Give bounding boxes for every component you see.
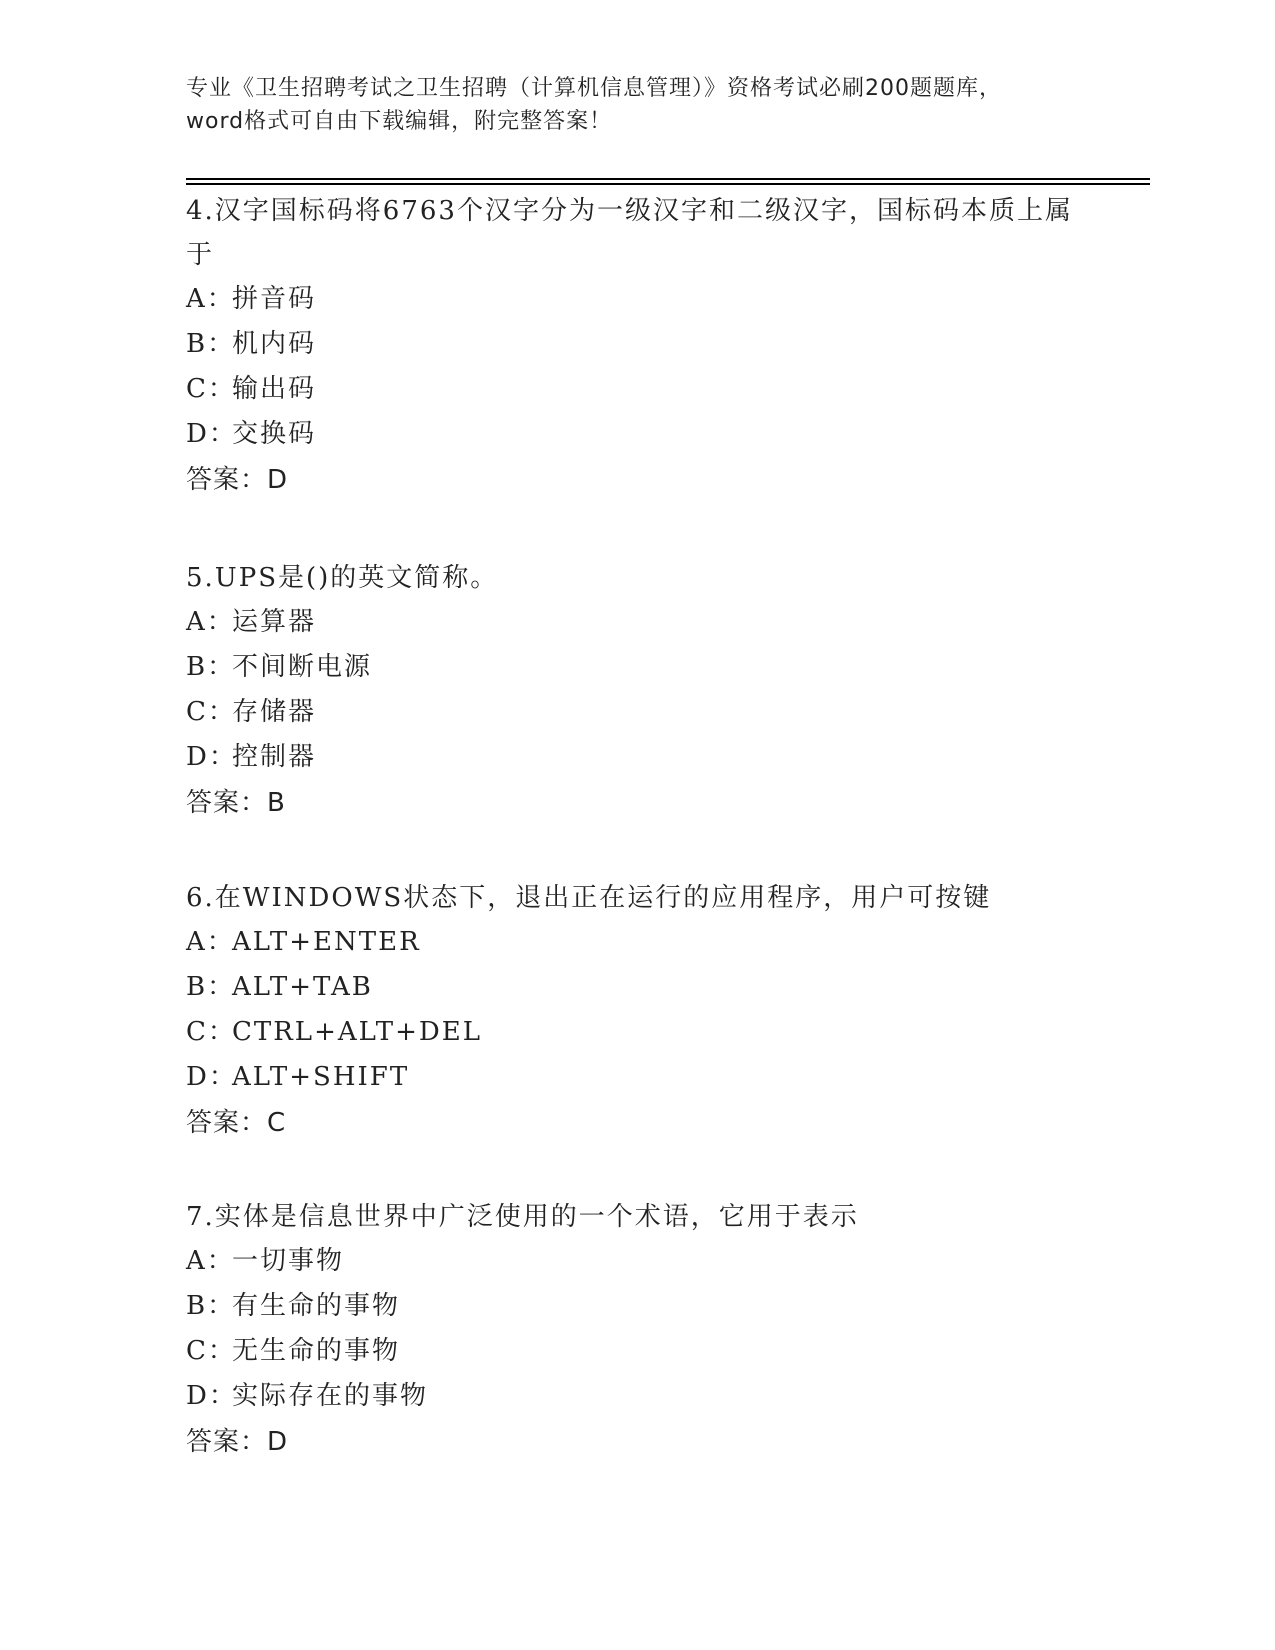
option-c: [186, 1329, 1086, 1374]
option-value: ALT+SHIFT: [232, 1062, 410, 1092]
answer-line: 答案：C: [186, 1108, 287, 1138]
question-text: 7.实体是信息世界中广泛使用的一个术语，它用于表示: [186, 1202, 859, 1232]
answer-line: 答案：D: [186, 465, 289, 495]
option-key: D：: [186, 419, 237, 449]
option-value: 有生命的事物: [232, 1291, 401, 1321]
option-a: [186, 277, 1086, 322]
option-value: 无生命的事物: [232, 1336, 401, 1366]
option-key: B：: [186, 1291, 236, 1321]
option-key: C：: [186, 374, 236, 404]
option-value: 存储器: [232, 697, 317, 727]
question-text: 5.UPS是()的英文简称。: [186, 563, 499, 593]
answer-line: 答案：D: [186, 1427, 289, 1457]
option-value: ALT+TAB: [232, 972, 373, 1002]
option-key: B：: [186, 652, 236, 682]
answer-line: 答案：B: [186, 788, 286, 818]
document-header: [186, 72, 1086, 138]
option-value: 控制器: [232, 742, 317, 772]
option-value: 运算器: [232, 607, 317, 637]
option-value: 实际存在的事物: [232, 1381, 429, 1411]
option-d: [186, 1055, 1086, 1100]
option-key: A：: [186, 1246, 235, 1276]
option-d: [186, 735, 1086, 780]
option-c: [186, 690, 1086, 735]
question-5: [186, 556, 1086, 826]
option-key: C：: [186, 1017, 236, 1047]
option-a: [186, 920, 1086, 965]
header-divider-bottom: [186, 183, 1150, 185]
option-c: [186, 1010, 1086, 1055]
option-d: [186, 412, 1086, 457]
option-key: C：: [186, 1336, 236, 1366]
option-d: [186, 1374, 1086, 1419]
header-title-line-1: 专业《卫生招聘考试之卫生招聘（计算机信息管理）》资格考试必刷200题题库，: [186, 76, 1002, 101]
option-b: [186, 965, 1086, 1010]
option-key: D：: [186, 1062, 237, 1092]
header-divider-top: [186, 178, 1150, 180]
question-7: [186, 1195, 1086, 1465]
option-value: 一切事物: [232, 1246, 345, 1276]
question-text: 4.汉字国标码将6763个汉字分为一级汉字和二级汉字，国标码本质上属于: [186, 196, 1073, 270]
option-c: [186, 367, 1086, 412]
option-value: 输出码: [232, 374, 317, 404]
question-4: [186, 189, 1086, 503]
option-b: [186, 645, 1086, 690]
option-a: [186, 600, 1086, 645]
option-b: [186, 1284, 1086, 1329]
option-key: A：: [186, 284, 235, 314]
option-key: D：: [186, 1381, 237, 1411]
option-key: C：: [186, 697, 236, 727]
option-value: 机内码: [232, 329, 317, 359]
option-value: ALT+ENTER: [232, 927, 421, 957]
question-text: 6.在WINDOWS状态下，退出正在运行的应用程序，用户可按键: [186, 883, 992, 913]
option-value: 交换码: [232, 419, 317, 449]
option-key: B：: [186, 329, 236, 359]
option-key: A：: [186, 607, 235, 637]
option-value: 拼音码: [232, 284, 317, 314]
option-key: B：: [186, 972, 236, 1002]
option-key: D：: [186, 742, 237, 772]
option-key: A：: [186, 927, 235, 957]
header-title-line-2: word格式可自由下载编辑，附完整答案！: [186, 109, 613, 134]
option-value: 不间断电源: [232, 652, 373, 682]
question-6: [186, 876, 1086, 1146]
option-b: [186, 322, 1086, 367]
option-value: CTRL+ALT+DEL: [232, 1017, 483, 1047]
option-a: [186, 1239, 1086, 1284]
